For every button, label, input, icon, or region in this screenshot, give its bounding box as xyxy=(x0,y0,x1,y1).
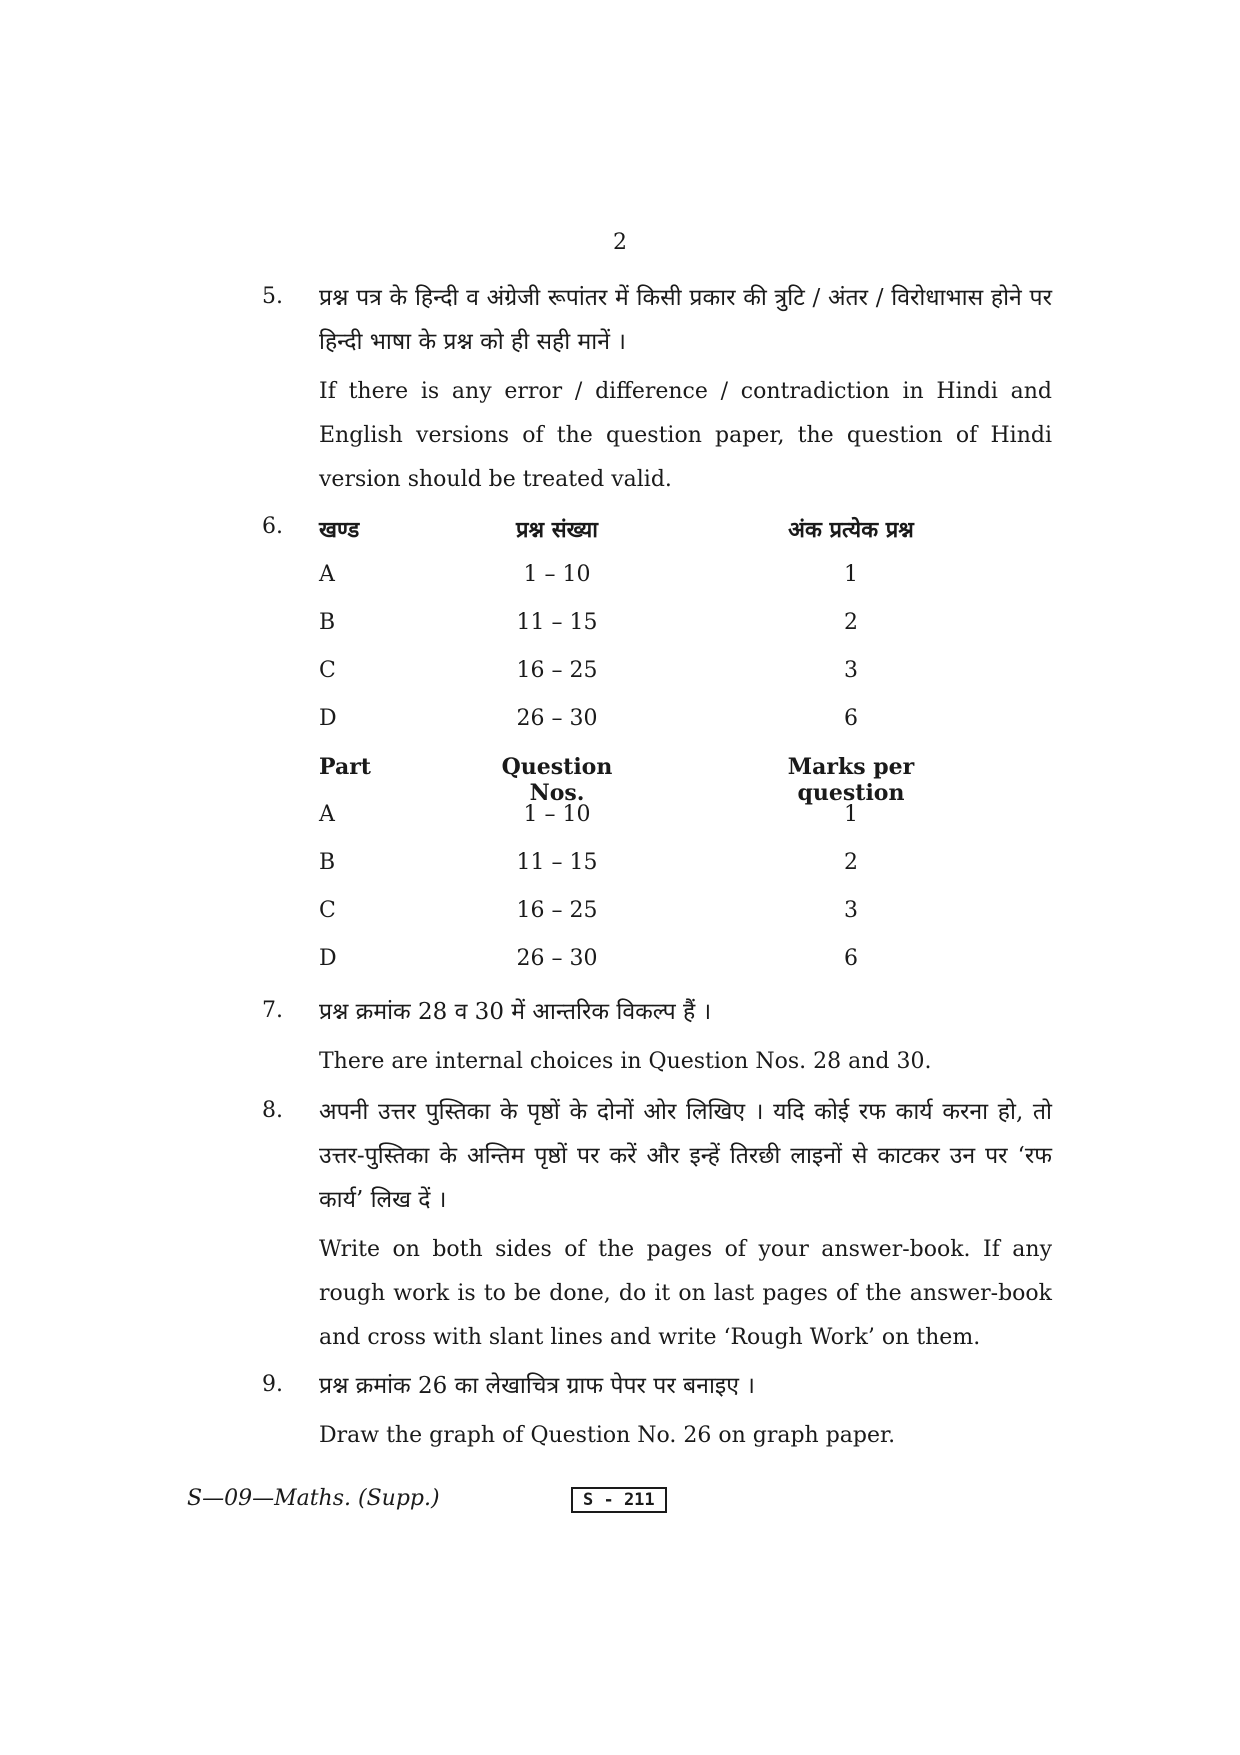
instruction-number: 5. xyxy=(262,284,283,309)
footer-paper-code: S - 211 xyxy=(571,1487,667,1513)
cell-part: D xyxy=(319,706,337,731)
instruction-english-text: There are internal choices in Question Nos. 28 and 30. xyxy=(319,1049,932,1074)
cell-marks: 3 xyxy=(844,658,858,683)
table-row xyxy=(319,946,1019,976)
header-question-count: प्रश्न संख्या xyxy=(516,517,598,543)
header-section: खण्ड xyxy=(319,517,360,543)
cell-questions: 1 – 10 xyxy=(523,562,591,587)
table-row xyxy=(319,850,1019,880)
instruction-number: 9. xyxy=(262,1372,283,1397)
instruction-hindi-text: अपनी उत्तर पुस्तिका के पृष्ठों के दोनों ओर लिखिए । यदि कोई रफ कार्य करना हो, तो उत्तर-पुस्तिका के अन्तिम पृष्ठों पर करें और इन्हें तिरछी लाइनों से काटकर उन पर ‘रफ कार्य’ लिख दें । xyxy=(319,1099,1052,1213)
instruction-hindi-text: प्रश्न क्रमांक 26 का लेखाचित्र ग्राफ पेपर पर बनाइए । xyxy=(319,1373,755,1399)
cell-marks: 2 xyxy=(844,610,858,635)
cell-part: B xyxy=(319,610,336,635)
cell-questions: 11 – 15 xyxy=(516,850,598,875)
cell-part: C xyxy=(319,898,336,923)
cell-part: A xyxy=(319,802,335,827)
instruction-english-text: If there is any error / difference / contradiction in Hindi and English versions of the question paper, the question of Hindi version should be treated valid. xyxy=(319,379,1052,492)
cell-questions: 26 – 30 xyxy=(516,946,598,971)
cell-marks: 6 xyxy=(844,946,858,971)
table-row xyxy=(319,610,1019,640)
table-header-row xyxy=(319,514,1019,544)
cell-part: B xyxy=(319,850,336,875)
cell-marks: 2 xyxy=(844,850,858,875)
table-row xyxy=(319,898,1019,928)
cell-questions: 26 – 30 xyxy=(516,706,598,731)
page-number: 2 xyxy=(613,230,627,255)
cell-marks: 6 xyxy=(844,706,858,731)
cell-part: D xyxy=(319,946,337,971)
instruction-hindi-text: प्रश्न पत्र के हिन्दी व अंग्रेजी रूपांतर में किसी प्रकार की त्रुटि / अंतर / विरोधाभास होने पर हिन्दी भाषा के प्रश्न को ही सही मानें । xyxy=(319,285,1052,355)
instruction-number: 6. xyxy=(262,514,283,539)
table-row xyxy=(319,658,1019,688)
header-marks-each: अंक प्रत्येक प्रश्न xyxy=(788,517,914,543)
cell-part: A xyxy=(319,562,335,587)
cell-questions: 11 – 15 xyxy=(516,610,598,635)
cell-marks: 1 xyxy=(844,802,858,827)
instruction-hindi-text: प्रश्न क्रमांक 28 व 30 में आन्तरिक विकल्प हैं । xyxy=(319,999,712,1025)
table-header-row xyxy=(319,754,1019,806)
instruction-number: 8. xyxy=(262,1098,283,1123)
header-part: Part xyxy=(319,754,371,780)
table-row xyxy=(319,706,1019,736)
header-question-nos: Question Nos. xyxy=(501,754,613,806)
instruction-english-text: Write on both sides of the pages of your answer-book. If any rough work is to be done, do it on last pages of the answer-book and cross with slant lines and write ‘Rough Work’ on them. xyxy=(319,1237,1052,1350)
instruction-english-text: Draw the graph of Question No. 26 on graph paper. xyxy=(319,1423,896,1448)
cell-questions: 16 – 25 xyxy=(516,658,598,683)
cell-part: C xyxy=(319,658,336,683)
cell-questions: 1 – 10 xyxy=(523,802,591,827)
table-row xyxy=(319,802,1019,832)
instruction-number: 7. xyxy=(262,998,283,1023)
cell-marks: 3 xyxy=(844,898,858,923)
footer-subject: S—09—Maths. (Supp.) xyxy=(187,1486,440,1511)
cell-questions: 16 – 25 xyxy=(516,898,598,923)
cell-marks: 1 xyxy=(844,562,858,587)
header-marks-per-question: Marks per question xyxy=(787,754,915,806)
table-row xyxy=(319,562,1019,592)
